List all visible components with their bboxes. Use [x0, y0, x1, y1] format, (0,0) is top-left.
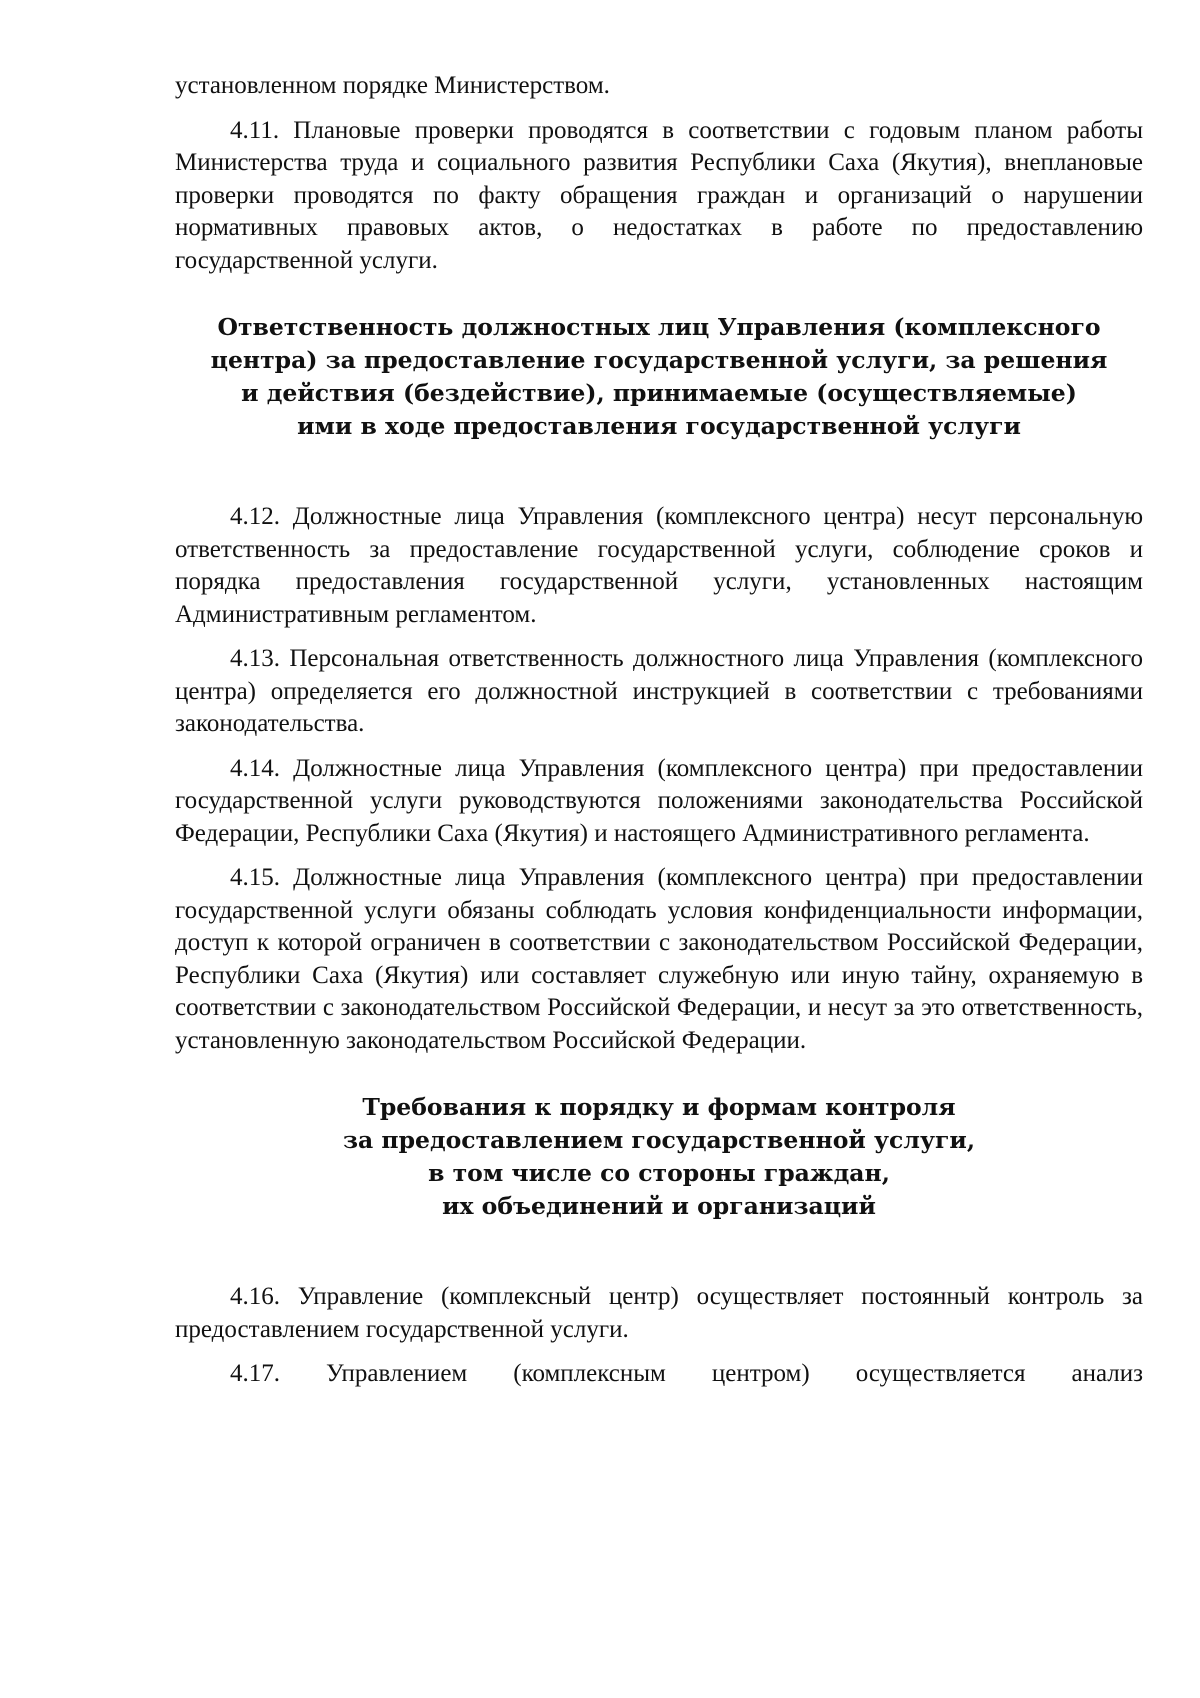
paragraph-4-12: 4.12. Должностные лица Управления (комплексного центра) несут персональную ответственность за предоставление государственной услуги, соблюдение сроков и порядка предоставления государственной услуги, установленных настоящим Административным регламентом.	[175, 503, 1143, 628]
section-heading-control-requirements	[175, 1091, 1143, 1223]
document-page	[175, 70, 1143, 1391]
paragraph-continuation: установленном порядке Министерством.	[175, 72, 610, 99]
paragraph-4-11: 4.11. Плановые проверки проводятся в соответствии с годовым планом работы Министерства труда и социального развития Республики Саха (Якутия), внеплановые проверки проводятся по факту обращения граждан и организаций о нарушении нормативных правовых актов, о недостатках в работе по предоставлению государственной услуги.	[175, 116, 1143, 274]
paragraph-4-17: 4.17. Управлением (комплексным центром) осуществляется анализ	[230, 1360, 1143, 1387]
paragraph-4-13: 4.13. Персональная ответственность должностного лица Управления (комплексного центра) определяется его должностной инструкцией в соответствии с требованиями законодательства.	[175, 645, 1143, 737]
heading-line: за предоставлением государственной услуги,	[342, 1126, 975, 1154]
paragraph-4-14: 4.14. Должностные лица Управления (комплексного центра) при предоставлении государственной услуги руководствуются положениями законодательства Российской Федерации, Республики Саха (Якутия) и настоящего Административного регламента.	[175, 754, 1143, 847]
heading-line: их объединений и организаций	[442, 1192, 876, 1220]
heading-line: ими в ходе предоставления государственной услуги	[297, 412, 1021, 440]
section-heading-responsibility	[175, 311, 1143, 443]
heading-line: и действия (бездействие), принимаемые (осуществляемые)	[241, 379, 1077, 407]
paragraph-4-15: 4.15. Должностные лица Управления (комплексного центра) при предоставлении государственной услуги обязаны соблюдать условия конфиденциальности информации, доступ к которой ограничен в соответствии с законодательством Российской Федерации, Республики Саха (Якутия) или составляет служебную или иную тайну, охраняемую в соответствии с законодательством Российской Федерации, и несут за это ответственность, установленную законодательством Российской Федерации.	[175, 864, 1143, 1054]
heading-line: в том числе со стороны граждан,	[428, 1159, 890, 1187]
heading-line: Ответственность должностных лиц Управления (комплексного	[217, 313, 1101, 341]
heading-line: центра) за предоставление государственной услуги, за решения	[210, 346, 1108, 374]
heading-line: Требования к порядку и формам контроля	[362, 1093, 956, 1121]
paragraph-4-16: 4.16. Управление (комплексный центр) осуществляет постоянный контроль за предоставлением государственной услуги.	[175, 1283, 1143, 1343]
